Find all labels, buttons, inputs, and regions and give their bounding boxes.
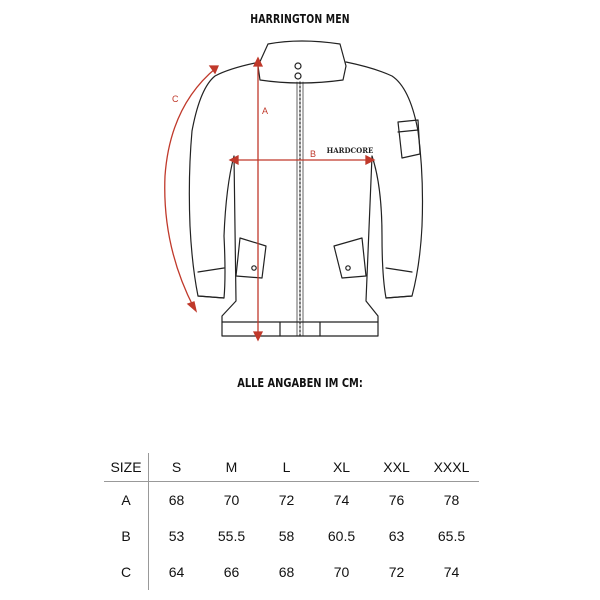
size-col-l: L (259, 453, 314, 482)
left-cuff (198, 268, 224, 298)
collar-button (295, 73, 301, 79)
table-cell: 58 (278, 528, 295, 544)
units-note: ALLE ANGABEN IM CM: (237, 376, 363, 390)
brand-logo: HARDCORE (326, 146, 374, 155)
size-col-xxxl: XXXL (424, 453, 479, 482)
table-cell: 53 (168, 528, 185, 544)
table-row (104, 554, 479, 590)
table-cell: 60.5 (327, 528, 356, 544)
table-cell: 78 (443, 492, 460, 508)
measure-a-label: A (262, 106, 269, 116)
table-cell: 74 (443, 564, 460, 580)
jacket-body (189, 62, 422, 336)
jacket-diagram (140, 36, 460, 356)
jacket-collar (258, 41, 346, 83)
measure-c-label: C (172, 94, 179, 104)
table-cell: 68 (168, 492, 185, 508)
size-header-label: SIZE (104, 453, 149, 482)
table-cell: 76 (388, 492, 405, 508)
row-label: C (104, 554, 149, 590)
table-cell: 63 (388, 528, 405, 544)
size-col-m: M (204, 453, 259, 482)
page-title: HARRINGTON MEN (250, 12, 350, 26)
table-cell: 74 (333, 492, 350, 508)
table-cell: 64 (168, 564, 185, 580)
table-cell: 66 (223, 564, 240, 580)
table-cell: 70 (333, 564, 350, 580)
row-label: A (104, 482, 149, 519)
right-pocket (334, 238, 366, 278)
measure-c-line (165, 68, 216, 308)
measure-b-label: B (310, 149, 317, 159)
size-col-s: S (149, 453, 205, 482)
table-cell: 72 (278, 492, 295, 508)
table-cell: 68 (278, 564, 295, 580)
table-cell: 72 (388, 564, 405, 580)
size-table (104, 453, 479, 590)
table-row (104, 518, 479, 554)
right-cuff (386, 268, 412, 298)
size-col-xl: XL (314, 453, 369, 482)
row-label: B (104, 518, 149, 554)
table-row (104, 482, 479, 519)
table-cell: 55.5 (217, 528, 246, 544)
left-pocket (236, 238, 266, 278)
size-col-xxl: XXL (369, 453, 424, 482)
collar-button (295, 63, 301, 69)
table-cell: 65.5 (437, 528, 466, 544)
table-header-row (104, 453, 479, 482)
table-cell: 70 (223, 492, 240, 508)
